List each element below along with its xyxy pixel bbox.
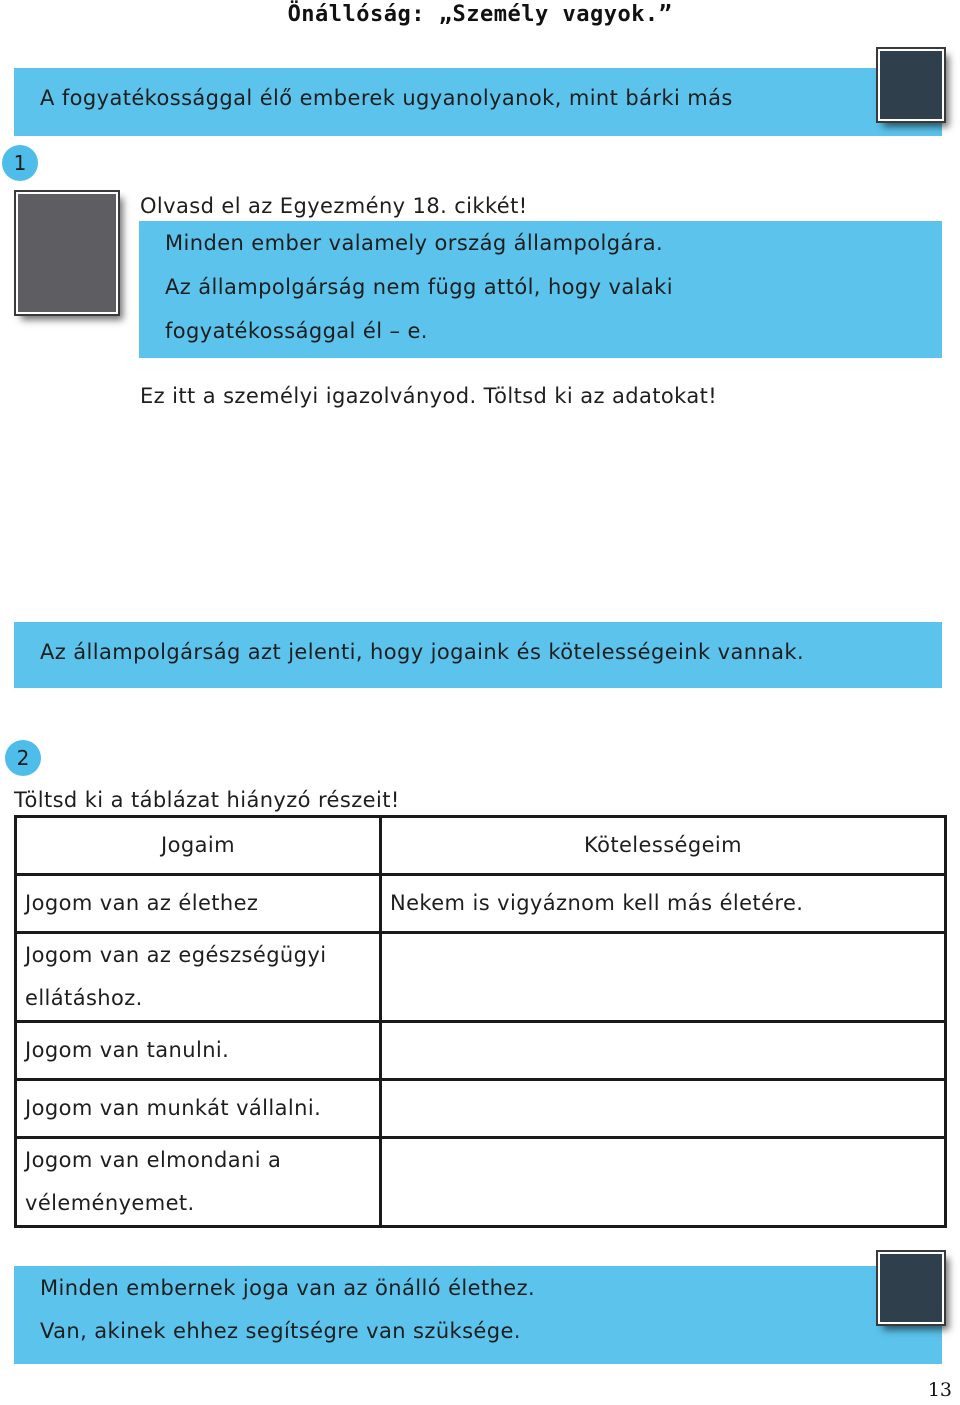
instruction-fill-table: Töltsd ki a táblázat hiányzó részeit! xyxy=(14,788,400,812)
banner-independent-living xyxy=(14,1266,942,1364)
rights-cell: Jogom van munkát vállalni. xyxy=(16,1080,381,1138)
exercise-number-2: 2 xyxy=(5,740,41,776)
citizenship-line: Minden ember valamely ország állampolgára. xyxy=(165,231,664,255)
rights-duties-table xyxy=(14,815,947,1228)
column-header-rights: Jogaim xyxy=(16,817,381,875)
table-row xyxy=(16,1080,946,1138)
rights-cell: Jogom van tanulni. xyxy=(16,1022,381,1080)
rights-cell: Jogom van elmondani a véleményemet. xyxy=(16,1138,381,1227)
rights-cell: Jogom van az élethez xyxy=(16,875,381,933)
independent-living-line: Van, akinek ehhez segítségre van szüksége. xyxy=(40,1319,521,1343)
table-row xyxy=(16,933,946,1022)
citizenship-line: Az állampolgárság nem függ attól, hogy valaki xyxy=(165,275,673,299)
page-number: 13 xyxy=(927,1379,952,1401)
photo-icon xyxy=(878,49,944,121)
rights-cell: Jogom van az egészségügyi ellátáshoz. xyxy=(16,933,381,1022)
page-title: Önállóság: „Személy vagyok.” xyxy=(287,2,673,27)
instruction-read-article: Olvasd el az Egyezmény 18. cikkét! xyxy=(140,194,528,218)
table-row xyxy=(16,1138,946,1227)
table-row xyxy=(16,875,946,933)
banner-rights-duties xyxy=(14,622,942,688)
duties-cell-blank[interactable] xyxy=(381,933,946,1022)
table-row xyxy=(16,1022,946,1080)
photo-icon xyxy=(878,1252,944,1324)
table-header-row xyxy=(16,817,946,875)
column-header-duties: Kötelességeim xyxy=(381,817,946,875)
banner-equality-text: A fogyatékossággal élő emberek ugyanolyanok, mint bárki más xyxy=(40,86,733,110)
independent-living-line: Minden embernek joga van az önálló élethez. xyxy=(40,1276,536,1300)
duties-cell: Nekem is vigyáznom kell más életére. xyxy=(381,875,946,933)
duties-cell-blank[interactable] xyxy=(381,1022,946,1080)
id-card-instruction: Ez itt a személyi igazolványod. Töltsd ki az adatokat! xyxy=(140,384,718,408)
portrait-photo-icon xyxy=(16,192,118,314)
citizenship-box xyxy=(139,221,942,358)
banner-rights-duties-text: Az állampolgárság azt jelenti, hogy jogaink és kötelességeink vannak. xyxy=(40,640,805,664)
exercise-number-1: 1 xyxy=(2,145,38,181)
citizenship-line: fogyatékossággal él – e. xyxy=(165,319,428,343)
duties-cell-blank[interactable] xyxy=(381,1080,946,1138)
banner-equality xyxy=(14,68,942,136)
duties-cell-blank[interactable] xyxy=(381,1138,946,1227)
